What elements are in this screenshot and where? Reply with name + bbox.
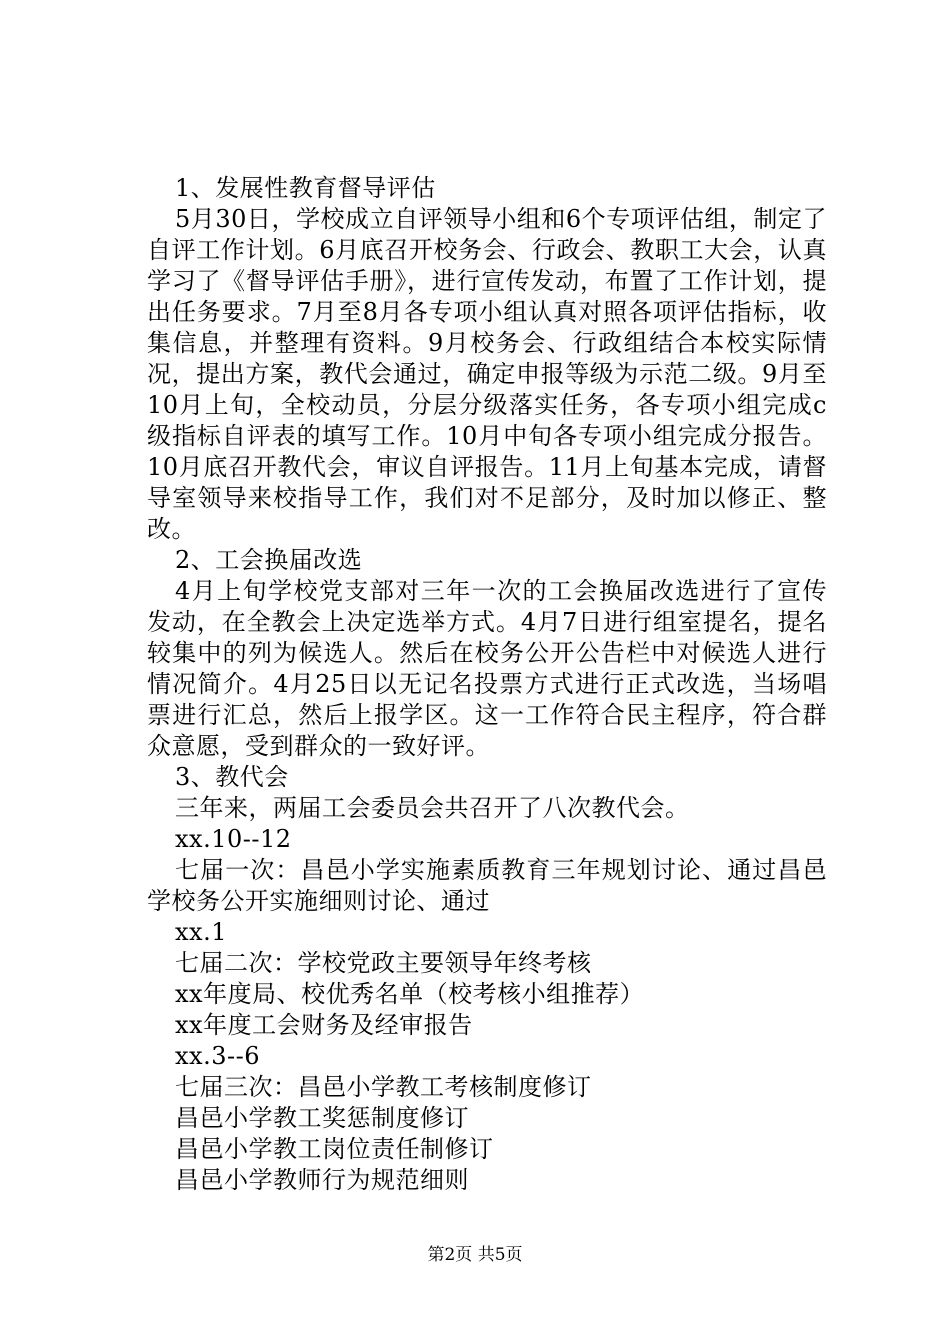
- paragraph: 4月上旬学校党支部对三年一次的工会换届改选进行了宣传发动，在全教会上决定选举方式。4月7日进行组室提名，提名较集中的列为候选人。然后在校务公开公告栏中对候选人进行情况简介。4月25日以无记名投票方式进行正式改选，当场唱票进行汇总，然后上报学区。这一工作符合民主程序，符合群众意愿，受到群众的一致好评。: [147, 577, 827, 760]
- session-item: 昌邑小学教师行为规范细则: [175, 1166, 469, 1194]
- session-item: 昌邑小学教工岗位责任制修订: [175, 1135, 494, 1163]
- page-number-footer: 第2页 共5页: [427, 1245, 523, 1265]
- section-heading: 2、工会换届改选: [175, 546, 363, 574]
- section-heading: 1、发展性教育督导评估: [175, 174, 436, 202]
- section-heading: 3、教代会: [175, 763, 289, 791]
- session-entry: 七届一次：昌邑小学实施素质教育三年规划讨论、通过昌邑学校务公开实施细则讨论、通过: [147, 856, 827, 915]
- session-item: xx年度工会财务及经审报告: [175, 1011, 473, 1039]
- paragraph: 5月30日，学校成立自评领导小组和6个专项评估组，制定了自评工作计划。6月底召开校务会、行政会、教职工大会，认真学习了《督导评估手册》，进行宣传发动，布置了工作计划，提出任务要求。7月至8月各专项小组认真对照各项评估指标，收集信息，并整理有资料。9月校务会、行政组结合本校实际情况，提出方案，教代会通过，确定申报等级为示范二级。9月至10月上旬，全校动员，分层分级落实任务，各专项小组完成c级指标自评表的填写工作。10月中旬各专项小组完成分报告。10月底召开教代会，审议自评报告。11月上旬基本完成，请督导室领导来校指导工作，我们对不足部分，及时加以修正、整改。: [147, 205, 827, 543]
- date-line: xx.3--6: [175, 1042, 260, 1070]
- session-item: 昌邑小学教工奖惩制度修订: [175, 1104, 469, 1132]
- session-entry: 七届二次：学校党政主要领导年终考核: [175, 949, 592, 977]
- date-line: xx.10--12: [175, 825, 292, 853]
- document-body: [147, 173, 827, 1196]
- date-line: xx.1: [175, 918, 227, 946]
- session-entry: 七届三次：昌邑小学教工考核制度修订: [175, 1073, 592, 1101]
- session-item: xx年度局、校优秀名单（校考核小组推荐）: [175, 980, 645, 1008]
- paragraph: 三年来，两届工会委员会共召开了八次教代会。: [175, 794, 690, 822]
